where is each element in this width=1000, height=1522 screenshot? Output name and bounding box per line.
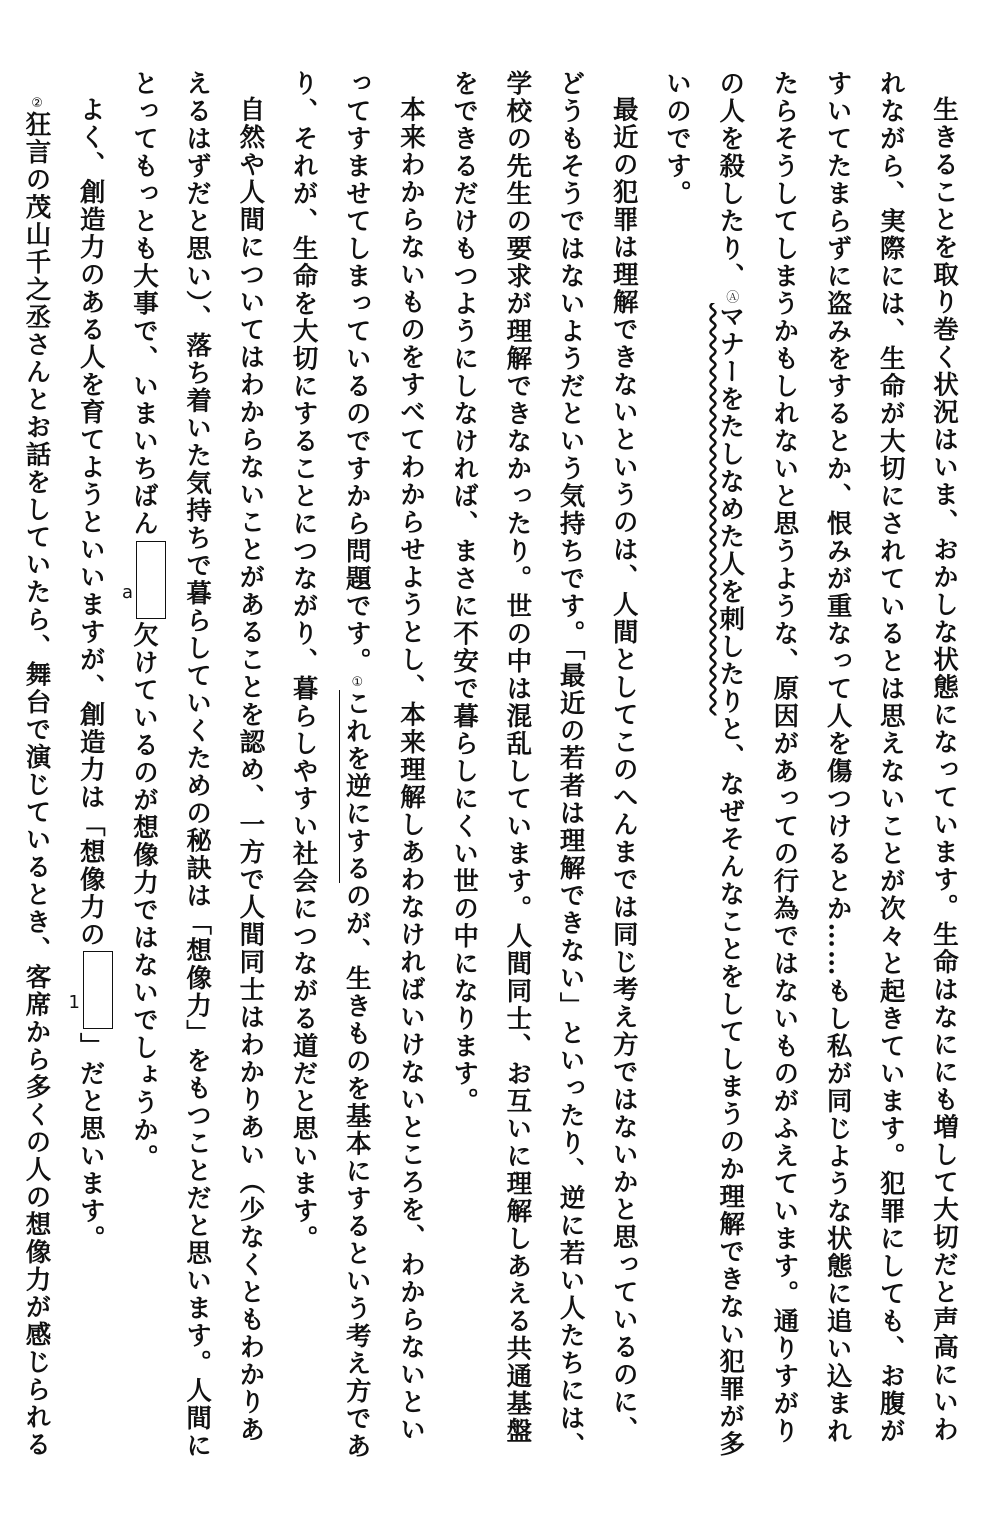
paragraph-1: [650, 70, 970, 1470]
paragraph-4: [117, 70, 277, 1470]
paragraph-2-text: 最近の犯罪は理解できないというのは、人間としてこのへんまでは同じ考え方ではないかと思っているのに、どうもそうではないようだという気持ちです。「最近の若者は理解できない」といったり、逆に若い人たちには、学校の先生の要求が理解できなかったり。世の中は混乱しています。人間同士、お互いに理解しあえる共通基盤をできるだけもつようにしなければ、まさに不安で暮らしにくい世の中になります。: [449, 70, 639, 1460]
paragraph-5: [64, 70, 117, 1470]
paragraph-3-text-b: のが、生きものを基本にするという考え方であり、それが、生命を大切にすることにつながり、暮らしやすい社会につながる道だと思います。: [288, 70, 372, 1460]
underline-mark-2: ②: [29, 95, 45, 111]
paragraph-3-text-a: 本来わからないものをすべてわからせようとし、本来理解しあわなければいけないところを、わからないといってすませてしまっているのですから問題です。: [341, 70, 426, 1443]
paragraph-1-text-a: 生きることを取り巻く状況はいま、おかしな状態になっています。生命はなににも増して大切だと声高にいわれながら、実際には、生命が大切にされているとは思えないことが次々と起きています。犯罪にしても、お腹がすいてたまらずに盗みをするとか、恨みが重なって人を傷つけるとか……もし私が同じような状態に追い込まれたらそうしてしまうかもしれないと思うような、原因があっての行為ではないものがふえています。通りすがりの人を殺したり、: [715, 70, 959, 1445]
answer-blank-a: a: [136, 541, 166, 619]
paragraph-6-text-a: 狂言の茂山千之丞さんとお話をしていたら、舞台で演じているとき、客席から多くの人の想像力が感じられる: [21, 110, 52, 1458]
paragraph-4-text-a: 自然や人間についてはわからないことがあることを認め、一方で人間同士はわかりあい（少なくともわかりあえるはずだと思い）、落ち着いた気持ちで暮らしていくための秘訣は「想像力」をもつことだと思います。人間にとってもっとも大事で、いまいちばん: [128, 70, 266, 1460]
wavy-mark-a: Ⓐ: [723, 290, 739, 303]
answer-blank-1: 1: [83, 951, 113, 1029]
wavy-underlined-phrase: マナーをたしなめた人を刺したり: [715, 303, 746, 716]
underline-mark-1: ①: [349, 675, 365, 690]
document-page: [21, 70, 970, 1470]
paragraph-1-text-b: と、なぜそんなことをしてしまうのか理解できない犯罪が多いのです。: [661, 70, 746, 1458]
paragraph-2: [437, 70, 650, 1470]
paragraph-5-text-b: 」だと思います。: [75, 1032, 106, 1252]
paragraph-6: [0, 70, 64, 1470]
paragraph-5-text-a: よく、創造力のある人を育てようといいますが、創造力は「想像力の: [75, 95, 106, 948]
underlined-phrase-1: これを逆にする: [339, 690, 372, 883]
paragraph-4-text-b: 欠けているのが想像力ではないでしょうか。: [128, 621, 159, 1172]
paragraph-3: [276, 70, 437, 1470]
